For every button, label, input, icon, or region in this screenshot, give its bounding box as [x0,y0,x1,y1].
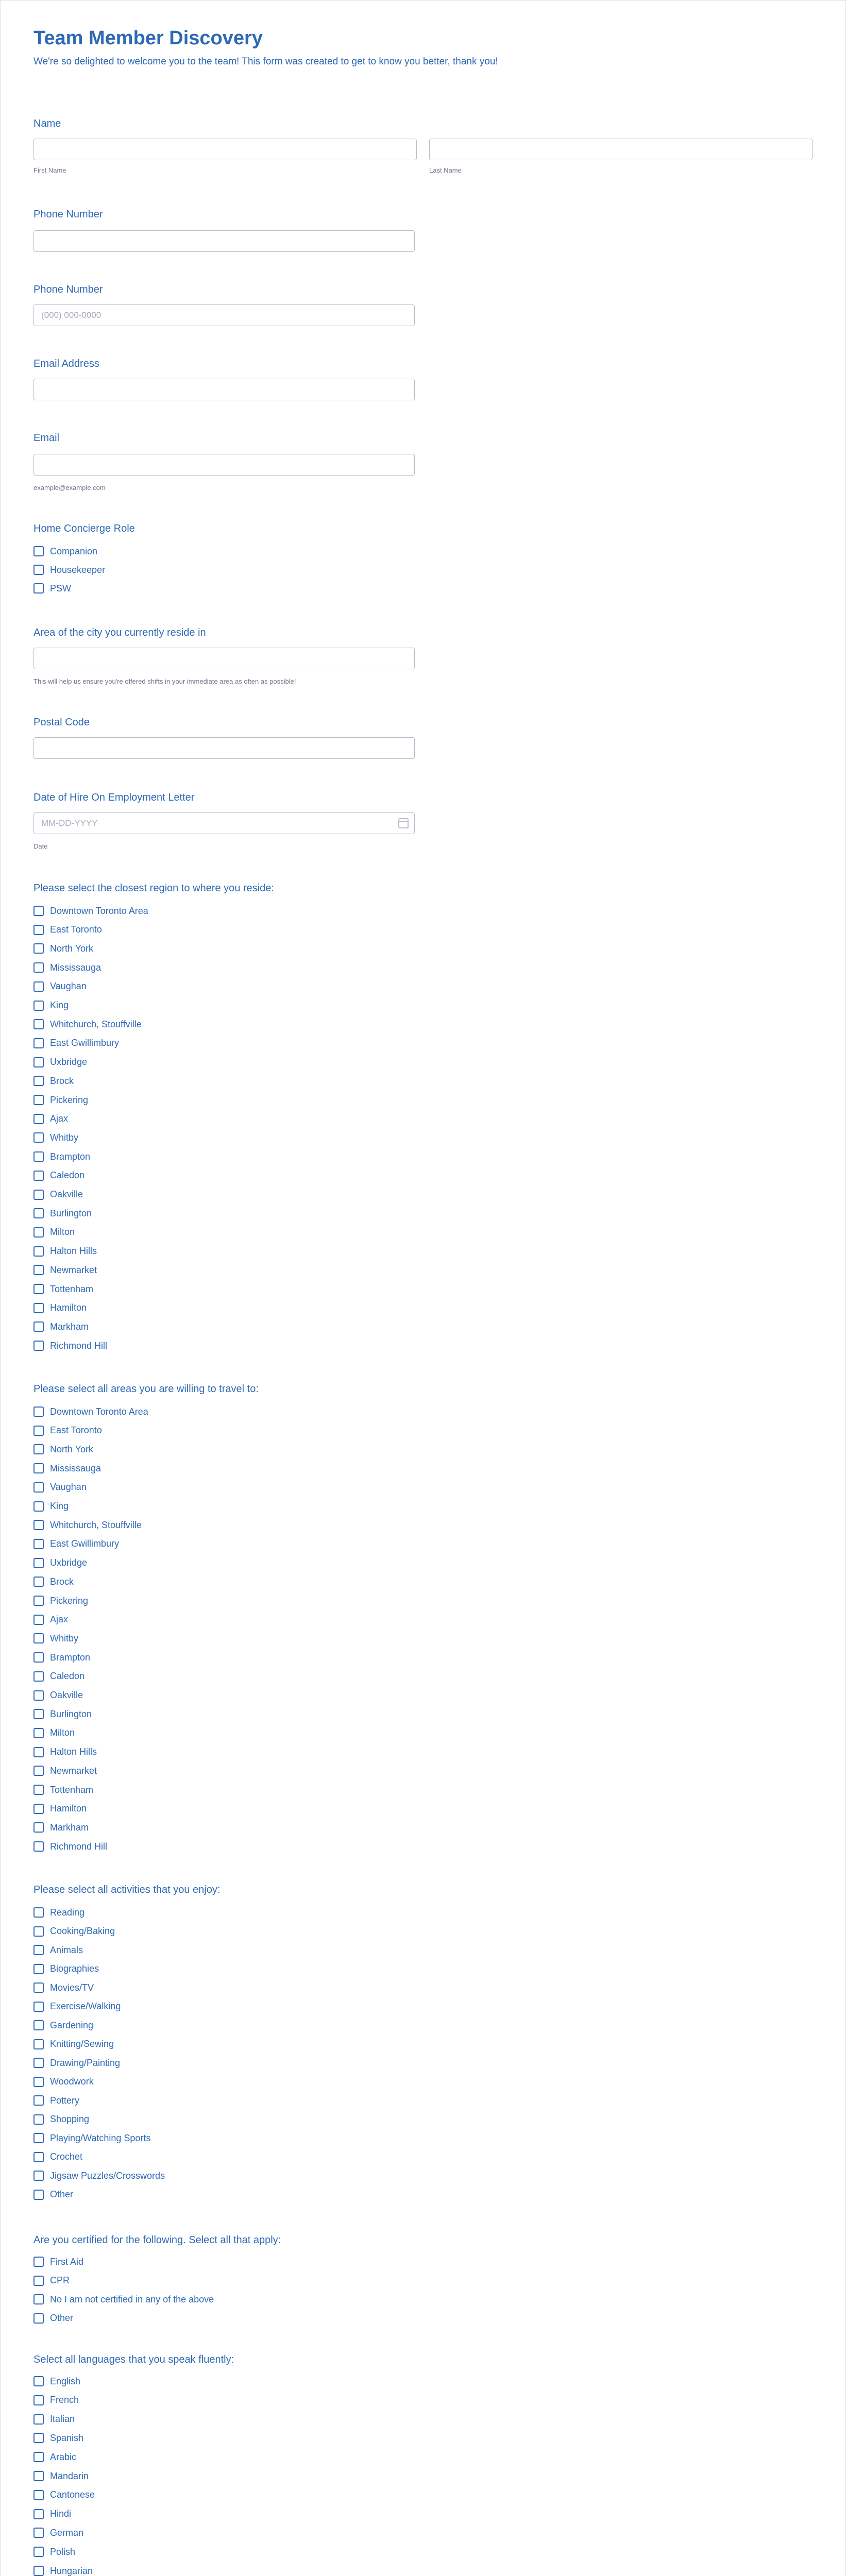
travel-checkbox[interactable] [33,1615,44,1625]
travel-option-row[interactable] [33,1423,102,1438]
travel-option-label: Mississauga [50,1463,101,1473]
region-option-row[interactable] [33,1244,97,1259]
role-checkbox[interactable] [33,546,44,556]
first-name-sublabel: First Name [33,166,66,174]
hire-date-label: Date of Hire On Employment Letter [33,792,195,803]
activities-checkbox[interactable] [33,2058,44,2068]
travel-option-row[interactable] [33,1763,97,1778]
travel-option-row[interactable] [33,1593,88,1608]
region-option-label: Pickering [50,1094,89,1105]
activities-option-label: Crochet [50,2151,83,2162]
travel-option-label: Caledon [50,1671,85,1682]
travel-option-row[interactable] [33,1669,84,1684]
certified-checkbox[interactable] [33,2313,44,2324]
email-address-input[interactable] [33,379,415,400]
travel-option-row[interactable] [33,1461,101,1476]
travel-checkbox[interactable] [33,1822,44,1833]
region-option-label: King [50,1000,69,1010]
languages-option-row[interactable] [33,2544,75,2560]
travel-checkbox[interactable] [33,1577,44,1587]
region-checkbox[interactable] [33,1001,44,1011]
hire-date-input[interactable] [33,812,415,834]
activities-checkbox[interactable] [33,2133,44,2143]
travel-checkbox[interactable] [33,1482,44,1493]
languages-option-row[interactable] [33,2506,71,2522]
languages-option-label: French [50,2395,79,2405]
languages-label: Select all languages that you speak fluently: [33,2354,234,2365]
region-checkbox[interactable] [33,1114,44,1124]
languages-checkbox[interactable] [33,2395,44,2405]
role-option-row[interactable] [33,544,97,559]
languages-option-row[interactable] [33,2430,83,2446]
region-option-row[interactable] [33,1055,87,1070]
phone-number-2-label: Phone Number [33,284,103,295]
email-label: Email [33,432,60,444]
phone-number-2-input[interactable] [33,304,415,326]
travel-option-row[interactable] [33,1480,87,1495]
region-option-row[interactable] [33,1187,83,1202]
region-checkbox[interactable] [33,1303,44,1313]
role-option-label: Companion [50,546,98,556]
languages-option-label: German [50,2527,84,2538]
last-name-sublabel: Last Name [429,166,462,174]
role-option-row[interactable] [33,562,105,578]
region-option-label: Whitby [50,1132,79,1143]
activities-option-row[interactable] [33,2168,165,2183]
languages-option-label: Hindi [50,2509,72,2519]
activities-checkbox[interactable] [33,1945,44,1955]
travel-checkbox[interactable] [33,1426,44,1436]
email-input[interactable] [33,454,415,476]
activities-option-row[interactable] [33,1999,121,2014]
region-option-row[interactable] [33,1262,97,1278]
region-option-row[interactable] [33,979,87,994]
region-checkbox[interactable] [33,1038,44,1048]
region-option-row[interactable] [33,922,102,938]
travel-checkbox[interactable] [33,1785,44,1795]
region-option-label: Brock [50,1075,74,1086]
activities-option-row[interactable] [33,2037,114,2052]
travel-checkbox[interactable] [33,1766,44,1776]
travel-label: Please select all areas you are willing to travel to: [33,1383,259,1395]
activities-checkbox[interactable] [33,2020,44,2030]
languages-option-label: Hungarian [50,2565,93,2576]
activities-option-row[interactable] [33,2149,82,2165]
region-checkbox[interactable] [33,981,44,992]
certified-option-label: No I am not certified in any of the above [50,2294,214,2304]
travel-option-label: Brampton [50,1652,91,1663]
activities-checkbox[interactable] [33,1926,44,1937]
languages-option-label: Cantonese [50,2489,95,2500]
region-option-row[interactable] [33,941,93,956]
form-title: Team Member Discovery [33,27,263,49]
activities-option-label: Playing/Watching Sports [50,2132,151,2143]
region-checkbox[interactable] [33,962,44,973]
travel-checkbox[interactable] [33,1520,44,1530]
region-option-row[interactable] [33,1130,78,1145]
activities-option-label: Cooking/Baking [50,1926,115,1936]
form-header [1,1,845,93]
region-option-row[interactable] [33,1073,74,1089]
region-checkbox[interactable] [33,1321,44,1332]
activities-checkbox[interactable] [33,2039,44,2049]
role-checkbox[interactable] [33,583,44,594]
role-option-row[interactable] [33,581,71,596]
languages-option-row[interactable] [33,2487,95,2503]
languages-checkbox[interactable] [33,2490,44,2500]
role-option-label: Housekeeper [50,564,106,575]
role-label: Home Concierge Role [33,523,135,534]
activities-option-row[interactable] [33,1961,99,1977]
activities-checkbox[interactable] [33,2171,44,2181]
travel-checkbox[interactable] [33,1463,44,1473]
certified-option-label: CPR [50,2275,70,2285]
travel-checkbox[interactable] [33,1501,44,1512]
first-name-input[interactable] [33,139,417,160]
region-option-label: Downtown Toronto Area [50,905,148,916]
region-label: Please select the closest region to where you reside: [33,883,274,894]
travel-option-row[interactable] [33,1442,93,1457]
travel-checkbox[interactable] [33,1804,44,1814]
travel-checkbox[interactable] [33,1671,44,1682]
travel-option-label: Tottenham [50,1784,94,1795]
travel-option-row[interactable] [33,1782,93,1798]
activities-option-label: Gardening [50,2020,94,2030]
activities-checkbox[interactable] [33,2152,44,2162]
travel-checkbox[interactable] [33,1444,44,1454]
region-option-row[interactable] [33,1036,119,1051]
travel-option-row[interactable] [33,1744,97,1760]
activities-checkbox[interactable] [33,2095,44,2106]
travel-checkbox[interactable] [33,1709,44,1719]
region-option-label: Markham [50,1321,89,1332]
activities-checkbox[interactable] [33,1964,44,1974]
languages-option-label: Arabic [50,2451,77,2462]
travel-option-label: Ajax [50,1614,69,1625]
region-checkbox[interactable] [33,906,44,916]
certified-option-row[interactable] [33,2292,214,2307]
travel-option-row[interactable] [33,1706,92,1722]
activities-option-label: Exercise/Walking [50,2001,121,2011]
activities-checkbox[interactable] [33,1907,44,1918]
region-checkbox[interactable] [33,925,44,935]
region-checkbox[interactable] [33,1284,44,1294]
travel-option-label: Pickering [50,1595,89,1606]
activities-option-row[interactable] [33,1942,83,1958]
phone-number-label: Phone Number [33,209,103,220]
region-option-row[interactable] [33,998,69,1013]
travel-option-label: Whitby [50,1633,79,1643]
region-option-row[interactable] [33,1338,107,1353]
area-sublabel: This will help us ensure you're offered shifts in your immediate area as often as possible! [33,677,296,685]
region-checkbox[interactable] [33,1190,44,1200]
region-option-label: Brampton [50,1151,91,1162]
languages-option-label: Mandarin [50,2470,89,2481]
area-label: Area of the city you currently reside in [33,627,206,638]
travel-option-label: East Toronto [50,1425,102,1436]
languages-option-row[interactable] [33,2374,80,2389]
activities-option-label: Shopping [50,2114,90,2124]
activities-option-row[interactable] [33,2130,150,2146]
languages-option-row[interactable] [33,2525,83,2540]
region-option-label: East Gwillimbury [50,1038,120,1048]
region-option-label: Uxbridge [50,1057,88,1067]
travel-checkbox[interactable] [33,1406,44,1417]
activities-checkbox[interactable] [33,1982,44,1993]
activities-option-label: Biographies [50,1963,99,1974]
area-input[interactable] [33,648,415,669]
region-option-row[interactable] [33,1225,75,1240]
travel-option-label: Brock [50,1576,74,1587]
region-option-label: Vaughan [50,981,87,992]
certified-option-label: Other [50,2313,74,2323]
travel-option-label: King [50,1501,69,1511]
certified-option-label: First Aid [50,2256,84,2267]
region-checkbox[interactable] [33,1171,44,1181]
region-option-label: Milton [50,1227,75,1238]
languages-checkbox[interactable] [33,2547,44,2557]
region-option-row[interactable] [33,1092,88,1108]
travel-option-label: Markham [50,1822,89,1833]
activities-checkbox[interactable] [33,2002,44,2012]
travel-option-label: Whitchurch, Stouffville [50,1519,142,1530]
activities-option-row[interactable] [33,2112,89,2127]
languages-checkbox[interactable] [33,2509,44,2519]
email-sublabel: example@example.com [33,484,106,492]
travel-option-row[interactable] [33,1517,142,1533]
region-option-label: North York [50,943,94,954]
travel-checkbox[interactable] [33,1841,44,1852]
travel-checkbox[interactable] [33,1747,44,1757]
travel-checkbox[interactable] [33,1558,44,1568]
languages-checkbox[interactable] [33,2414,44,2425]
travel-checkbox[interactable] [33,1728,44,1738]
region-checkbox[interactable] [33,1208,44,1218]
languages-option-label: Italian [50,2414,75,2425]
activities-option-label: Movies/TV [50,1982,94,1993]
postal-code-input[interactable] [33,737,415,759]
languages-option-label: Spanish [50,2432,84,2443]
travel-option-row[interactable] [33,1650,90,1665]
languages-checkbox[interactable] [33,2528,44,2538]
activities-option-label: Animals [50,1944,83,1955]
travel-option-row[interactable] [33,1688,83,1703]
region-option-row[interactable] [33,903,148,919]
region-option-row[interactable] [33,1281,93,1297]
region-option-label: Burlington [50,1208,92,1218]
email-address-label: Email Address [33,358,99,369]
activities-option-label: Woodwork [50,2076,94,2087]
activities-checkbox[interactable] [33,2114,44,2125]
activities-option-label: Reading [50,1907,85,1918]
region-option-label: Whitchurch, Stouffville [50,1019,142,1029]
travel-option-label: Vaughan [50,1482,87,1493]
region-option-label: Ajax [50,1113,69,1124]
certified-checkbox[interactable] [33,2294,44,2304]
activities-option-label: Pottery [50,2095,80,2106]
travel-option-row[interactable] [33,1725,75,1741]
calendar-icon[interactable] [398,818,409,828]
hire-date-sublabel: Date [33,842,48,850]
travel-option-row[interactable] [33,1404,148,1419]
region-checkbox[interactable] [33,1246,44,1257]
languages-checkbox[interactable] [33,2376,44,2386]
languages-option-row[interactable] [33,2393,79,2408]
certified-checkbox[interactable] [33,2276,44,2286]
activities-option-row[interactable] [33,1924,115,1939]
postal-code-label: Postal Code [33,717,90,728]
activities-checkbox[interactable] [33,2190,44,2200]
travel-option-row[interactable] [33,1499,69,1514]
region-option-label: Mississauga [50,962,101,973]
region-option-label: Tottenham [50,1283,94,1294]
region-option-label: Richmond Hill [50,1340,108,1351]
activities-option-row[interactable] [33,1980,94,1995]
activities-option-label: Jigsaw Puzzles/Crosswords [50,2170,165,2181]
languages-checkbox[interactable] [33,2433,44,2443]
travel-option-row[interactable] [33,1820,89,1835]
travel-option-row[interactable] [33,1555,87,1571]
region-checkbox[interactable] [33,1132,44,1143]
region-checkbox[interactable] [33,1265,44,1275]
region-checkbox[interactable] [33,1057,44,1067]
last-name-input[interactable] [429,139,813,160]
region-checkbox[interactable] [33,1095,44,1105]
region-option-row[interactable] [33,960,101,975]
activities-option-label: Other [50,2189,74,2199]
travel-option-label: Halton Hills [50,1747,97,1757]
region-option-row[interactable] [33,1016,142,1032]
region-option-row[interactable] [33,1319,89,1334]
languages-option-label: Polish [50,2546,76,2557]
role-option-label: PSW [50,583,72,594]
travel-option-label: North York [50,1444,94,1454]
travel-checkbox[interactable] [33,1596,44,1606]
certified-option-row[interactable] [33,2254,83,2269]
travel-checkbox[interactable] [33,1633,44,1643]
travel-checkbox[interactable] [33,1539,44,1549]
activities-option-label: Drawing/Painting [50,2057,121,2068]
travel-option-label: East Gwillimbury [50,1538,120,1549]
certified-label: Are you certified for the following. Select all that apply: [33,2234,281,2246]
travel-checkbox[interactable] [33,1690,44,1701]
region-checkbox[interactable] [33,1227,44,1238]
region-checkbox[interactable] [33,943,44,954]
languages-option-row[interactable] [33,2412,75,2427]
travel-option-label: Richmond Hill [50,1841,108,1852]
travel-option-label: Downtown Toronto Area [50,1406,148,1417]
languages-option-row[interactable] [33,2468,89,2484]
form-subtitle: We're so delighted to welcome you to the team! This form was created to get to know you better, thank you! [33,56,498,67]
travel-option-row[interactable] [33,1574,74,1589]
travel-option-label: Hamilton [50,1803,87,1814]
region-checkbox[interactable] [33,1341,44,1351]
languages-checkbox[interactable] [33,2471,44,2481]
travel-option-row[interactable] [33,1839,107,1854]
travel-option-label: Oakville [50,1690,83,1700]
languages-checkbox[interactable] [33,2452,44,2462]
certified-option-row[interactable] [33,2273,70,2289]
activities-option-row[interactable] [33,1905,84,1920]
region-option-row[interactable] [33,1300,87,1316]
travel-option-label: Burlington [50,1708,92,1719]
region-option-row[interactable] [33,1168,84,1183]
travel-checkbox[interactable] [33,1652,44,1663]
languages-option-row[interactable] [33,2449,76,2465]
region-option-label: Oakville [50,1189,83,1199]
region-option-label: Caledon [50,1170,85,1181]
travel-option-label: Newmarket [50,1765,97,1776]
languages-option-row[interactable] [33,2563,93,2576]
certified-checkbox[interactable] [33,2257,44,2267]
activities-option-row[interactable] [33,2093,79,2108]
activities-label: Please select all activities that you enjoy: [33,1884,221,1895]
region-checkbox[interactable] [33,1019,44,1029]
travel-option-label: Milton [50,1727,75,1738]
travel-option-row[interactable] [33,1801,87,1817]
region-checkbox[interactable] [33,1151,44,1162]
activities-option-row[interactable] [33,2018,93,2033]
role-checkbox[interactable] [33,565,44,575]
activities-option-row[interactable] [33,2055,120,2071]
region-option-row[interactable] [33,1206,92,1221]
phone-number-input[interactable] [33,230,415,252]
travel-option-row[interactable] [33,1612,68,1628]
region-option-label: Newmarket [50,1264,97,1275]
region-option-label: East Toronto [50,924,102,935]
languages-option-label: English [50,2376,81,2386]
region-option-label: Halton Hills [50,1246,97,1257]
activities-option-row[interactable] [33,2187,73,2202]
activities-option-row[interactable] [33,2074,94,2090]
region-option-row[interactable] [33,1111,68,1127]
region-option-row[interactable] [33,1149,90,1164]
name-label: Name [33,118,61,129]
region-option-label: Hamilton [50,1302,87,1313]
region-checkbox[interactable] [33,1076,44,1086]
languages-checkbox[interactable] [33,2566,44,2576]
activities-option-label: Knitting/Sewing [50,2039,114,2049]
travel-option-label: Uxbridge [50,1557,88,1568]
travel-option-row[interactable] [33,1536,119,1552]
travel-option-row[interactable] [33,1631,78,1646]
certified-option-row[interactable] [33,2311,73,2326]
activities-checkbox[interactable] [33,2077,44,2087]
